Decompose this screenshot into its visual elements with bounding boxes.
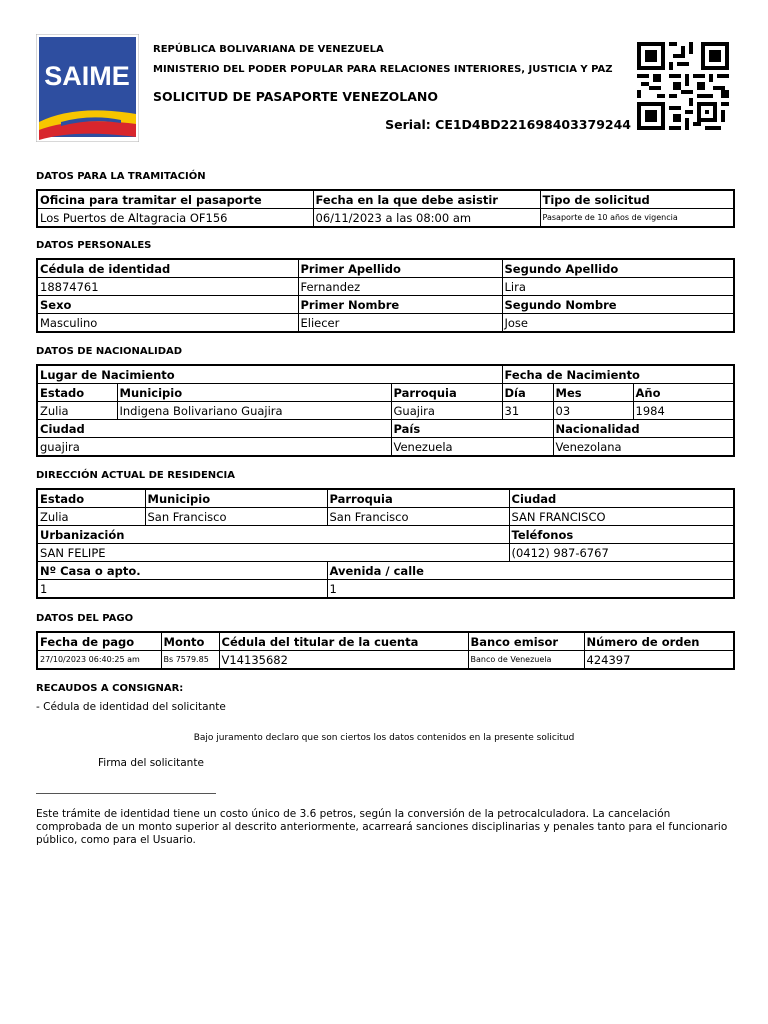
value-banco: Banco de Venezuela: [468, 651, 584, 670]
header-mes: Mes: [553, 384, 633, 402]
header-res-estado: Estado: [37, 489, 145, 508]
header-res-ciudad: Ciudad: [509, 489, 734, 508]
header-estado: Estado: [37, 384, 117, 402]
header-primer-nombre: Primer Nombre: [298, 296, 502, 314]
value-mes: 03: [553, 402, 633, 420]
section-recaudos-heading: RECAUDOS A CONSIGNAR:: [36, 683, 184, 694]
value-cedula: 18874761: [37, 278, 298, 296]
header-municipio: Municipio: [117, 384, 391, 402]
value-municipio: Indigena Bolivariano Guajira: [117, 402, 391, 420]
header-fecha-pago: Fecha de pago: [37, 632, 161, 651]
value-parroquia: Guajira: [391, 402, 502, 420]
saime-logo: [36, 34, 139, 142]
value-monto: Bs 7579.85: [161, 651, 219, 670]
header-lugar-nacimiento: Lugar de Nacimiento: [37, 365, 502, 384]
value-segundo-apellido: Lira: [502, 278, 734, 296]
value-casa: 1: [37, 580, 327, 599]
header-res-parroquia: Parroquia: [327, 489, 509, 508]
value-avenida: 1: [327, 580, 734, 599]
value-fecha-asistir: 06/11/2023 a las 08:00 am: [313, 209, 540, 228]
value-orden: 424397: [584, 651, 734, 670]
header-res-municipio: Municipio: [145, 489, 327, 508]
header-casa: Nº Casa o apto.: [37, 562, 327, 580]
header-monto: Monto: [161, 632, 219, 651]
juramento-text: Bajo juramento declaro que son ciertos los datos contenidos en la presente solicitud: [193, 733, 575, 743]
value-dia: 31: [502, 402, 553, 420]
value-oficina: Los Puertos de Altagracia OF156: [37, 209, 313, 228]
header-parroquia: Parroquia: [391, 384, 502, 402]
value-fecha-pago: 27/10/2023 06:40:25 am: [37, 651, 161, 670]
header-tipo-solicitud: Tipo de solicitud: [540, 190, 734, 209]
svg-text:SAIME: SAIME: [44, 61, 130, 91]
serial-number: Serial: CE1D4BD221698403379244: [385, 117, 631, 132]
header-cedula: Cédula de identidad: [37, 259, 298, 278]
firma-label: Firma del solicitante: [98, 757, 204, 769]
ministry-heading: MINISTERIO DEL PODER POPULAR PARA RELACIONES INTERIORES, JUSTICIA Y PAZ: [153, 64, 613, 75]
value-res-estado: Zulia: [37, 508, 145, 526]
value-urbanizacion: SAN FELIPE: [37, 544, 509, 562]
document-title: SOLICITUD DE PASAPORTE VENEZOLANO: [153, 89, 439, 104]
header-anio: Año: [633, 384, 734, 402]
header-pais: País: [391, 420, 553, 438]
header-cedula-titular: Cédula del titular de la cuenta: [219, 632, 468, 651]
pago-table: [36, 631, 735, 670]
value-anio: 1984: [633, 402, 734, 420]
value-res-municipio: San Francisco: [145, 508, 327, 526]
header-fecha-nacimiento: Fecha de Nacimiento: [502, 365, 734, 384]
personales-table: [36, 258, 735, 333]
header-sexo: Sexo: [37, 296, 298, 314]
section-residencia-heading: DIRECCIÓN ACTUAL DE RESIDENCIA: [36, 470, 235, 481]
header-orden: Número de orden: [584, 632, 734, 651]
header-primer-apellido: Primer Apellido: [298, 259, 502, 278]
value-telefonos: (0412) 987-6767: [509, 544, 734, 562]
signature-line: [36, 793, 216, 794]
section-pago-heading: DATOS DEL PAGO: [36, 613, 134, 624]
header-segundo-nombre: Segundo Nombre: [502, 296, 734, 314]
section-personales-heading: DATOS PERSONALES: [36, 240, 152, 251]
footer-note: Este trámite de identidad tiene un costo único de 3.6 petros, según la conversión de la petrocalculadora. La cancelación comprobada de un monto superior al descrito anteriormente, acarreará sanciones disciplinarias y penales tanto para el funcionario público, como para el Usuario.: [36, 808, 728, 846]
header-fecha-asistir: Fecha en la que debe asistir: [313, 190, 540, 209]
value-res-parroquia: San Francisco: [327, 508, 509, 526]
recaudos-item: - Cédula de identidad del solicitante: [36, 701, 226, 713]
qr-code-icon: [637, 42, 729, 130]
value-pais: Venezuela: [391, 438, 553, 457]
header-banco: Banco emisor: [468, 632, 584, 651]
value-sexo: Masculino: [37, 314, 298, 333]
nacionalidad-table: [36, 364, 735, 457]
header-segundo-apellido: Segundo Apellido: [502, 259, 734, 278]
section-nacionalidad-heading: DATOS DE NACIONALIDAD: [36, 346, 183, 357]
header-oficina: Oficina para tramitar el pasaporte: [37, 190, 313, 209]
value-cedula-titular: V14135682: [219, 651, 468, 670]
residencia-table: [36, 488, 735, 599]
header-avenida: Avenida / calle: [327, 562, 734, 580]
header-nacionalidad: Nacionalidad: [553, 420, 734, 438]
value-estado: Zulia: [37, 402, 117, 420]
value-res-ciudad: SAN FRANCISCO: [509, 508, 734, 526]
tramitacion-table: [36, 189, 735, 228]
header-urbanizacion: Urbanización: [37, 526, 509, 544]
section-tramitacion-heading: DATOS PARA LA TRAMITACIÓN: [36, 171, 206, 182]
value-primer-nombre: Eliecer: [298, 314, 502, 333]
header-telefonos: Teléfonos: [509, 526, 734, 544]
header-dia: Día: [502, 384, 553, 402]
republic-heading: REPÚBLICA BOLIVARIANA DE VENEZUELA: [153, 44, 384, 55]
value-ciudad: guajira: [37, 438, 391, 457]
value-tipo-solicitud: Pasaporte de 10 años de vigencia: [540, 209, 734, 228]
header-ciudad: Ciudad: [37, 420, 391, 438]
value-primer-apellido: Fernandez: [298, 278, 502, 296]
value-segundo-nombre: Jose: [502, 314, 734, 333]
value-nacionalidad: Venezolana: [553, 438, 734, 457]
